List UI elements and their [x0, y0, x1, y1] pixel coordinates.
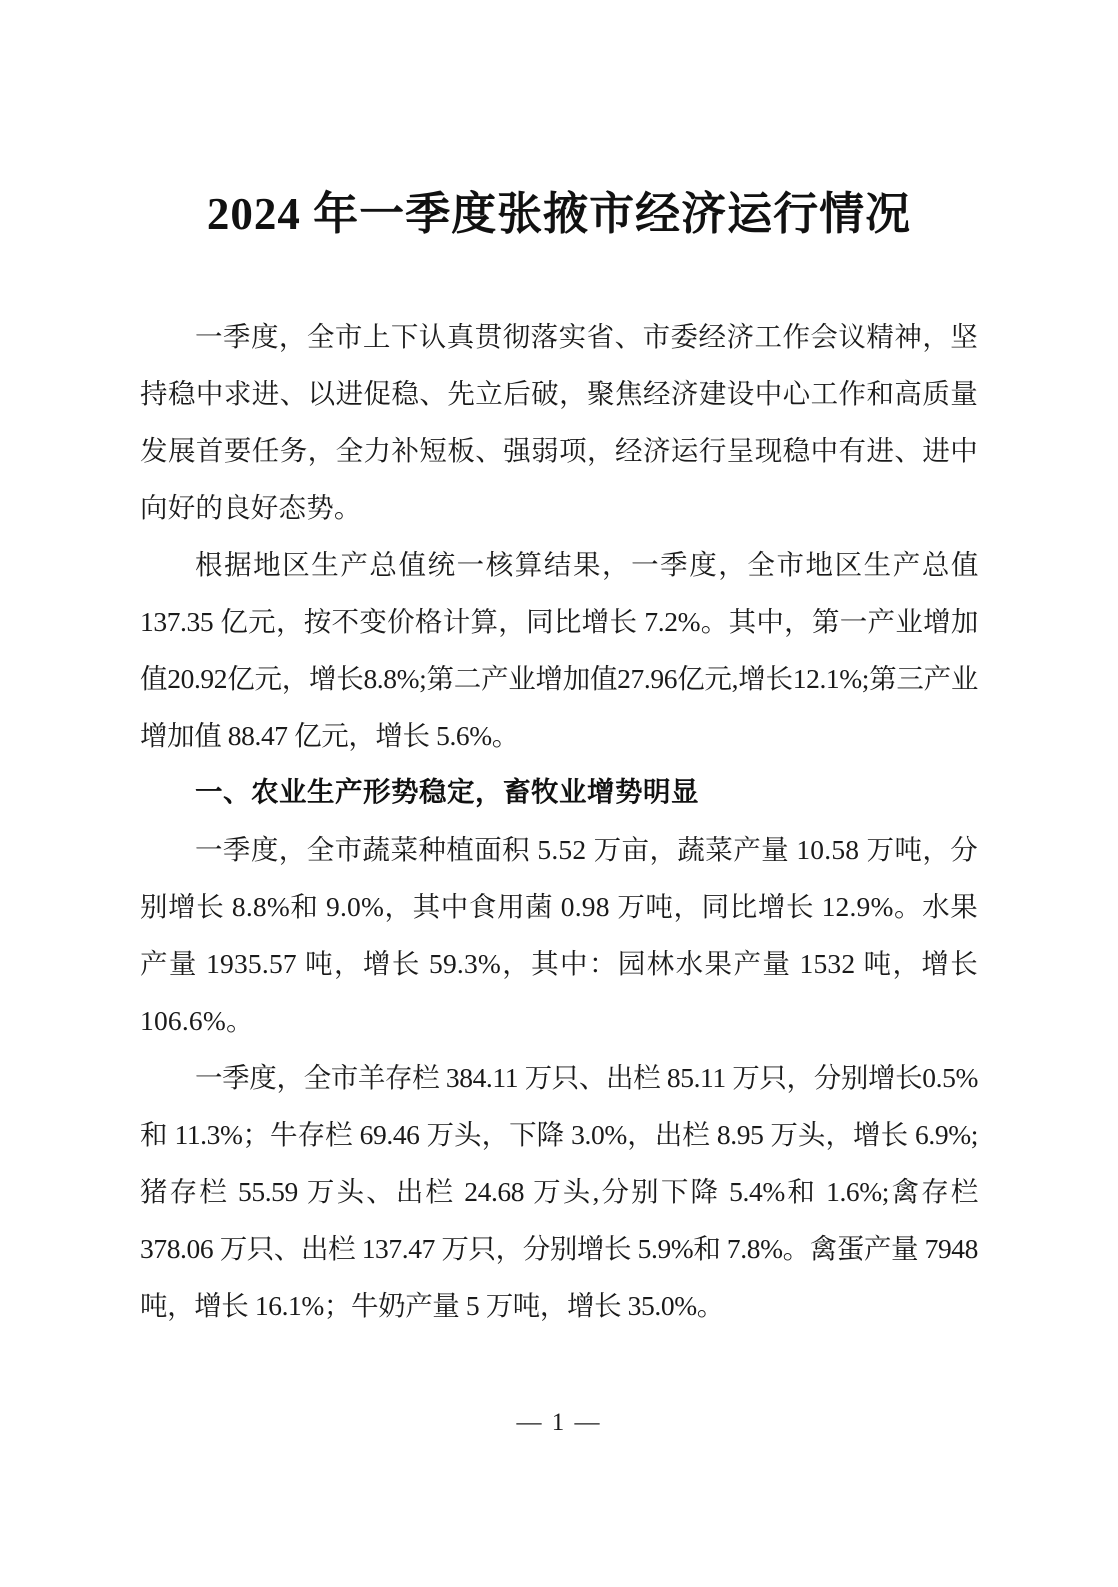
paragraph-2: 根据地区生产总值统一核算结果，一季度，全市地区生产总值137.35 亿元，按不变价格计算，同比增长 7.2%。其中，第一产业增加值20.92亿元，增长8.8%;第二产业增加值27.96亿元,增长12.1%;第三产业增加值 88.47 亿元，增长 5.6%。: [140, 548, 978, 751]
paragraph-3: 一季度，全市蔬菜种植面积 5.52 万亩，蔬菜产量 10.58 万吨，分别增长 8.8%和 9.0%，其中食用菌 0.98 万吨，同比增长 12.9%。水果产量 1935.57 吨，增长 59.3%，其中：园林水果产量 1532 吨，增长 106.6%。: [140, 833, 978, 1036]
paragraph-4: 一季度，全市羊存栏 384.11 万只、出栏 85.11 万只，分别增长0.5%和 11.3%；牛存栏 69.46 万头，下降 3.0%，出栏 8.95 万头，增长 6.9%;猪存栏 55.59 万头、出栏 24.68 万头,分别下降 5.4%和 1.6%;禽存栏 378.06 万只、出栏 137.47 万只，分别增长 5.9%和 7.8%。禽蛋产量 7948 吨，增长 16.1%；牛奶产量 5 万吨，增长 35.0%。: [140, 1061, 978, 1321]
document-body: [140, 185, 978, 1334]
section-heading-1: 一、农业生产形势稳定，畜牧业增势明显: [195, 775, 699, 808]
paragraph-1: 一季度，全市上下认真贯彻落实省、市委经济工作会议精神，坚持稳中求进、以进促稳、先立后破，聚焦经济建设中心工作和高质量发展首要任务，全力补短板、强弱项，经济运行呈现稳中有进、进中向好的良好态势。: [140, 320, 978, 523]
page-title: 2024 年一季度张掖市经济运行情况: [206, 189, 912, 239]
page-number: — 1 —: [516, 1409, 602, 1436]
